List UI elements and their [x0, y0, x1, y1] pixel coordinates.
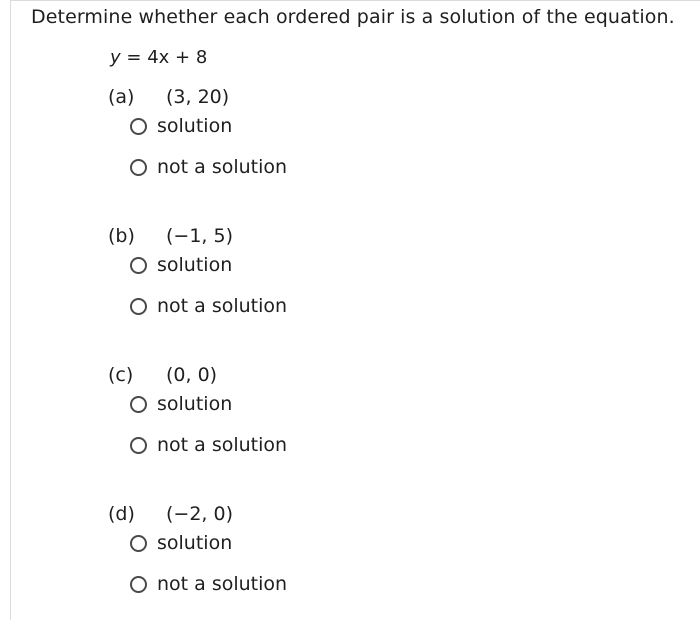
option-not-a-solution[interactable]	[130, 433, 287, 457]
instructions-text: Determine whether each ordered pair is a solution of the equation.	[31, 6, 675, 28]
ordered-pair: (0, 0)	[166, 364, 218, 386]
ordered-pair: (−2, 0)	[166, 503, 234, 525]
radio-button[interactable]	[130, 437, 147, 454]
option-label: not a solution	[157, 295, 288, 317]
option-not-a-solution[interactable]	[130, 155, 287, 179]
equation-variable: y	[110, 47, 121, 68]
option-not-a-solution[interactable]	[130, 572, 287, 596]
radio-button[interactable]	[130, 298, 147, 315]
part-label: (d)	[108, 503, 135, 525]
part-label: (a)	[108, 86, 135, 108]
option-solution[interactable]	[130, 531, 232, 555]
option-label: solution	[157, 393, 233, 415]
radio-button[interactable]	[130, 396, 147, 413]
option-label: solution	[157, 532, 233, 554]
option-label: not a solution	[157, 156, 288, 178]
radio-button[interactable]	[130, 159, 147, 176]
ordered-pair: (3, 20)	[166, 86, 230, 108]
option-label: not a solution	[157, 434, 288, 456]
radio-button[interactable]	[130, 257, 147, 274]
equation	[110, 47, 207, 68]
part-label: (c)	[108, 364, 134, 386]
equation-rhs: = 4x + 8	[126, 47, 208, 68]
option-label: solution	[157, 254, 233, 276]
ordered-pair: (−1, 5)	[166, 225, 234, 247]
radio-button[interactable]	[130, 535, 147, 552]
radio-button[interactable]	[130, 118, 147, 135]
option-not-a-solution[interactable]	[130, 294, 287, 318]
option-solution[interactable]	[130, 392, 232, 416]
option-label: not a solution	[157, 573, 288, 595]
option-solution[interactable]	[130, 253, 232, 277]
part-label: (b)	[108, 225, 135, 247]
radio-button[interactable]	[130, 576, 147, 593]
option-label: solution	[157, 115, 233, 137]
option-solution[interactable]	[130, 114, 232, 138]
